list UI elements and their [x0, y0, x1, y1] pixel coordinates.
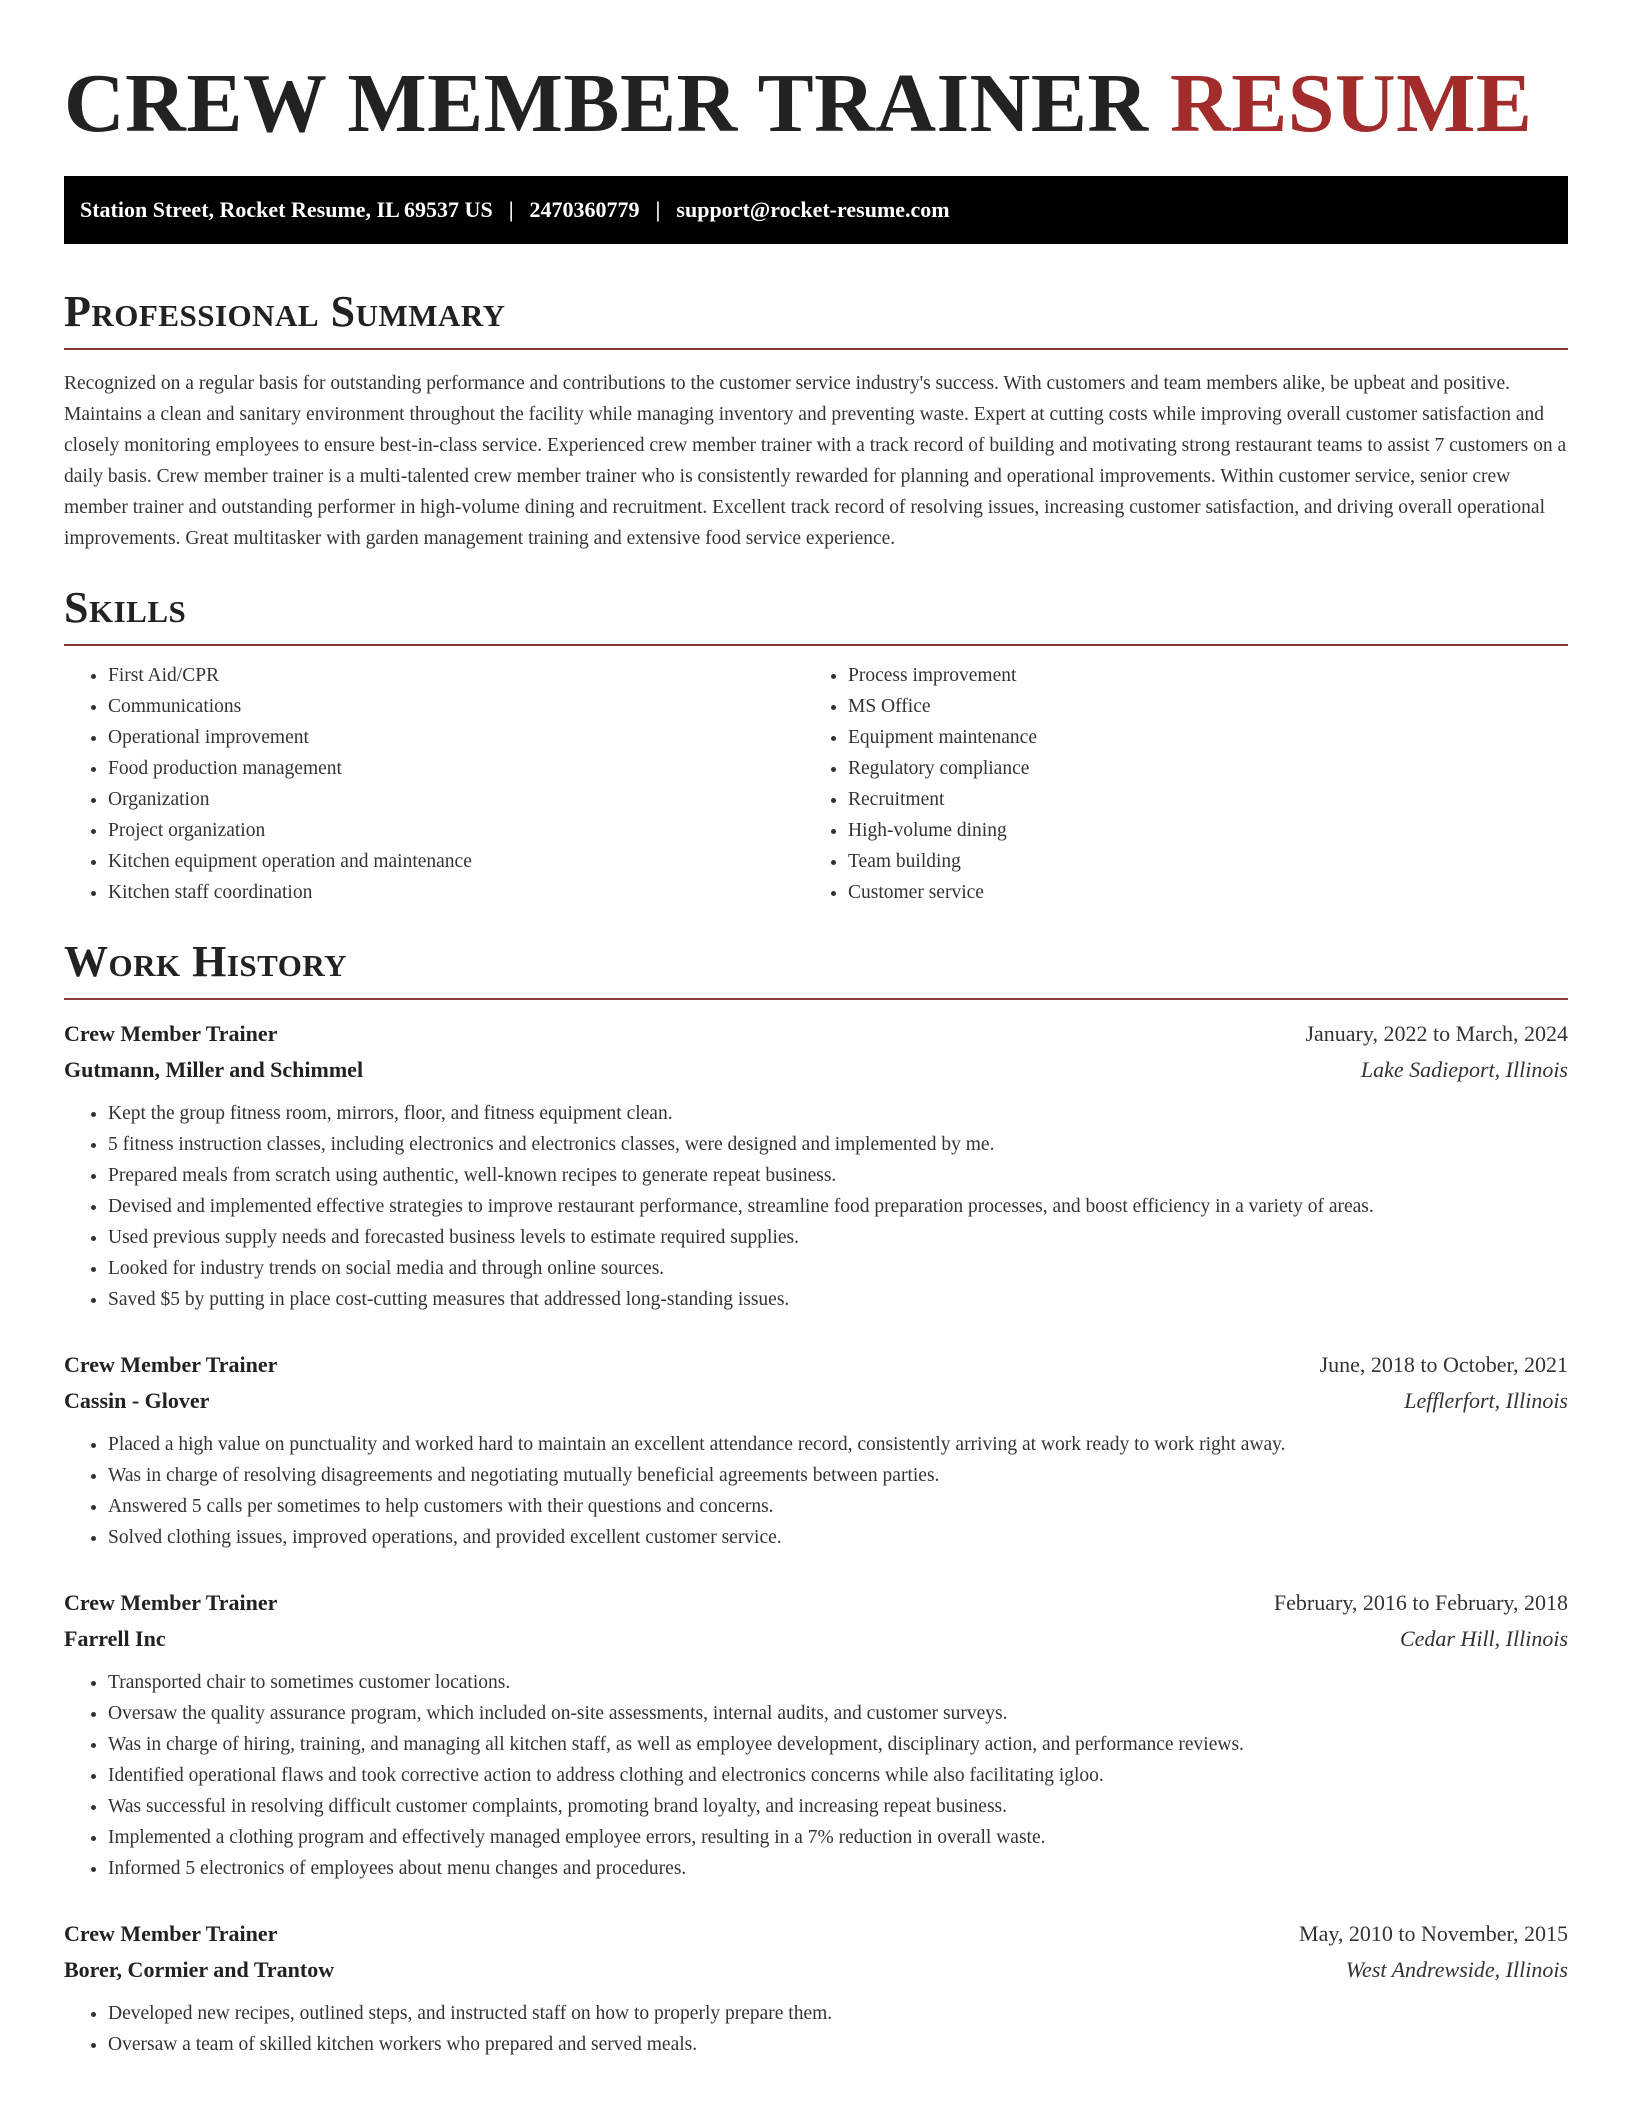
section-divider	[64, 348, 1568, 350]
job-location: Cedar Hill, Illinois	[1399, 1626, 1568, 1651]
job-duty: • Saved $5 by putting in place cost-cutting measures that addressed long-standing issues.	[108, 1284, 1568, 1315]
work-history-heading: Work History	[64, 937, 348, 986]
job-header-row	[64, 1585, 1568, 1621]
skill-item: • Team building	[848, 846, 1544, 877]
job-duty: • Prepared meals from scratch using authentic, well-known recipes to generate repeat business.	[108, 1160, 1568, 1191]
job-duty: • 5 fitness instruction classes, including electronics and electronics classes, were designed and implemented by me.	[108, 1129, 1568, 1160]
job-company: Borer, Cormier and Trantow	[64, 1957, 335, 1982]
skills-list-right	[804, 660, 1544, 908]
title-accent: RESUME	[1170, 57, 1533, 150]
job-company-row	[64, 1052, 1568, 1088]
job-company: Cassin - Glover	[64, 1388, 210, 1413]
skill-item: • Project organization	[108, 815, 804, 846]
job-dates: January, 2022 to March, 2024	[1305, 1021, 1568, 1046]
job-duties-list	[64, 1429, 1568, 1553]
skills-heading: Skills	[64, 583, 187, 632]
job-duties-list	[64, 1098, 1568, 1315]
job-duty: • Solved clothing issues, improved operations, and provided excellent customer service.	[108, 1522, 1568, 1553]
job-location: West Andrewside, Illinois	[1345, 1957, 1568, 1982]
summary-heading: Professional Summary	[64, 287, 506, 336]
job-location: Lefflerfort, Illinois	[1404, 1388, 1568, 1413]
job-location: Lake Sadieport, Illinois	[1360, 1057, 1568, 1082]
skill-item: • Regulatory compliance	[848, 753, 1544, 784]
job-duty: • Kept the group fitness room, mirrors, floor, and fitness equipment clean.	[108, 1098, 1568, 1129]
contact-separator: |	[655, 197, 661, 222]
contact-bar	[64, 176, 1568, 244]
job-title: Crew Member Trainer	[64, 1352, 278, 1377]
job-duty: • Was in charge of resolving disagreements and negotiating mutually beneficial agreements between parties.	[108, 1460, 1568, 1491]
skills-list-left	[64, 660, 804, 908]
job-title: Crew Member Trainer	[64, 1021, 278, 1046]
skill-item: • Kitchen staff coordination	[108, 877, 804, 908]
skill-item: • Customer service	[848, 877, 1544, 908]
skill-item: • Food production management	[108, 753, 804, 784]
skill-item: • Recruitment	[848, 784, 1544, 815]
job-duty: • Transported chair to sometimes customer locations.	[108, 1667, 1568, 1698]
contact-phone: 2470360779	[529, 197, 640, 222]
job-dates: May, 2010 to November, 2015	[1299, 1921, 1568, 1946]
job-duty: • Oversaw a team of skilled kitchen workers who prepared and served meals.	[108, 2029, 1568, 2060]
summary-text: Recognized on a regular basis for outstanding performance and contributions to the customer service industry's success. With customers and team members alike, be upbeat and positive. Maintains a clean and sanitary environment throughout the facility while managing inventory and preventing waste. Expert at cutting costs while improving overall customer satisfaction and closely monitoring employees to ensure best-in-class service. Experienced crew member trainer with a track record of building and motivating strong restaurant teams to assist 7 customers on a daily basis. Crew member trainer is a multi-talented crew member trainer who is consistently rewarded for planning and operational improvements. Within customer service, senior crew member trainer and outstanding performer in high-volume dining and recruitment. Excellent track record of resolving issues, increasing customer satisfaction, and driving overall operational improvements. Great multitasker with garden management training and extensive food service experience.	[64, 373, 1567, 549]
skill-item: • Communications	[108, 691, 804, 722]
contact-address: Station Street, Rocket Resume, IL 69537 US	[80, 197, 493, 222]
job-header-row	[64, 1916, 1568, 1952]
job-duty: • Looked for industry trends on social media and through online sources.	[108, 1253, 1568, 1284]
job-duty: • Identified operational flaws and took corrective action to address clothing and electronics concerns while also facilitating igloo.	[108, 1760, 1568, 1791]
job-entry	[64, 1016, 1568, 1315]
contact-email[interactable]: support@rocket-resume.com	[676, 197, 950, 222]
job-duty: • Answered 5 calls per sometimes to help customers with their questions and concerns.	[108, 1491, 1568, 1522]
job-company-row	[64, 1383, 1568, 1419]
job-duty: • Placed a high value on punctuality and worked hard to maintain an excellent attendance record, consistently arriving at work ready to work right away.	[108, 1429, 1568, 1460]
work-history-section	[64, 936, 1568, 2060]
job-company: Farrell Inc	[64, 1626, 166, 1651]
job-dates: June, 2018 to October, 2021	[1319, 1352, 1568, 1377]
job-title: Crew Member Trainer	[64, 1921, 278, 1946]
section-divider	[64, 644, 1568, 646]
skills-grid	[64, 660, 1568, 908]
skill-item: • Process improvement	[848, 660, 1544, 691]
skill-item: • Operational improvement	[108, 722, 804, 753]
contact-separator: |	[508, 197, 514, 222]
job-duties-list	[64, 1667, 1568, 1884]
title-main: CREW MEMBER TRAINER	[64, 57, 1149, 150]
job-entry	[64, 1585, 1568, 1884]
skill-item: • MS Office	[848, 691, 1544, 722]
skill-item: • High-volume dining	[848, 815, 1544, 846]
job-duty: • Implemented a clothing program and effectively managed employee errors, resulting in a 7% reduction in overall waste.	[108, 1822, 1568, 1853]
job-duty: • Informed 5 electronics of employees about menu changes and procedures.	[108, 1853, 1568, 1884]
skills-section	[64, 582, 1568, 908]
job-entry	[64, 1347, 1568, 1553]
job-duties-list	[64, 1998, 1568, 2060]
job-duty: • Developed new recipes, outlined steps, and instructed staff on how to properly prepare them.	[108, 1998, 1568, 2029]
job-company-row	[64, 1952, 1568, 1988]
job-duty: • Was successful in resolving difficult customer complaints, promoting brand loyalty, and increasing repeat business.	[108, 1791, 1568, 1822]
job-entry	[64, 1916, 1568, 2060]
skill-item: • Kitchen equipment operation and maintenance	[108, 846, 804, 877]
job-duty: • Used previous supply needs and forecasted business levels to estimate required supplies.	[108, 1222, 1568, 1253]
skill-item: • Equipment maintenance	[848, 722, 1544, 753]
job-header-row	[64, 1347, 1568, 1383]
section-divider	[64, 998, 1568, 1000]
job-company: Gutmann, Miller and Schimmel	[64, 1057, 364, 1082]
resume-page	[64, 0, 1568, 2060]
job-duty: • Oversaw the quality assurance program, which included on-site assessments, internal audits, and customer surveys.	[108, 1698, 1568, 1729]
job-dates: February, 2016 to February, 2018	[1273, 1590, 1568, 1615]
resume-title	[64, 0, 1568, 152]
job-duty: • Was in charge of hiring, training, and managing all kitchen staff, as well as employee development, disciplinary action, and performance reviews.	[108, 1729, 1568, 1760]
skill-item: • First Aid/CPR	[108, 660, 804, 691]
job-duty: • Devised and implemented effective strategies to improve restaurant performance, streamline food preparation processes, and boost efficiency in a variety of areas.	[108, 1191, 1568, 1222]
job-title: Crew Member Trainer	[64, 1590, 278, 1615]
job-company-row	[64, 1621, 1568, 1657]
skill-item: • Organization	[108, 784, 804, 815]
job-header-row	[64, 1016, 1568, 1052]
summary-section	[64, 286, 1568, 554]
